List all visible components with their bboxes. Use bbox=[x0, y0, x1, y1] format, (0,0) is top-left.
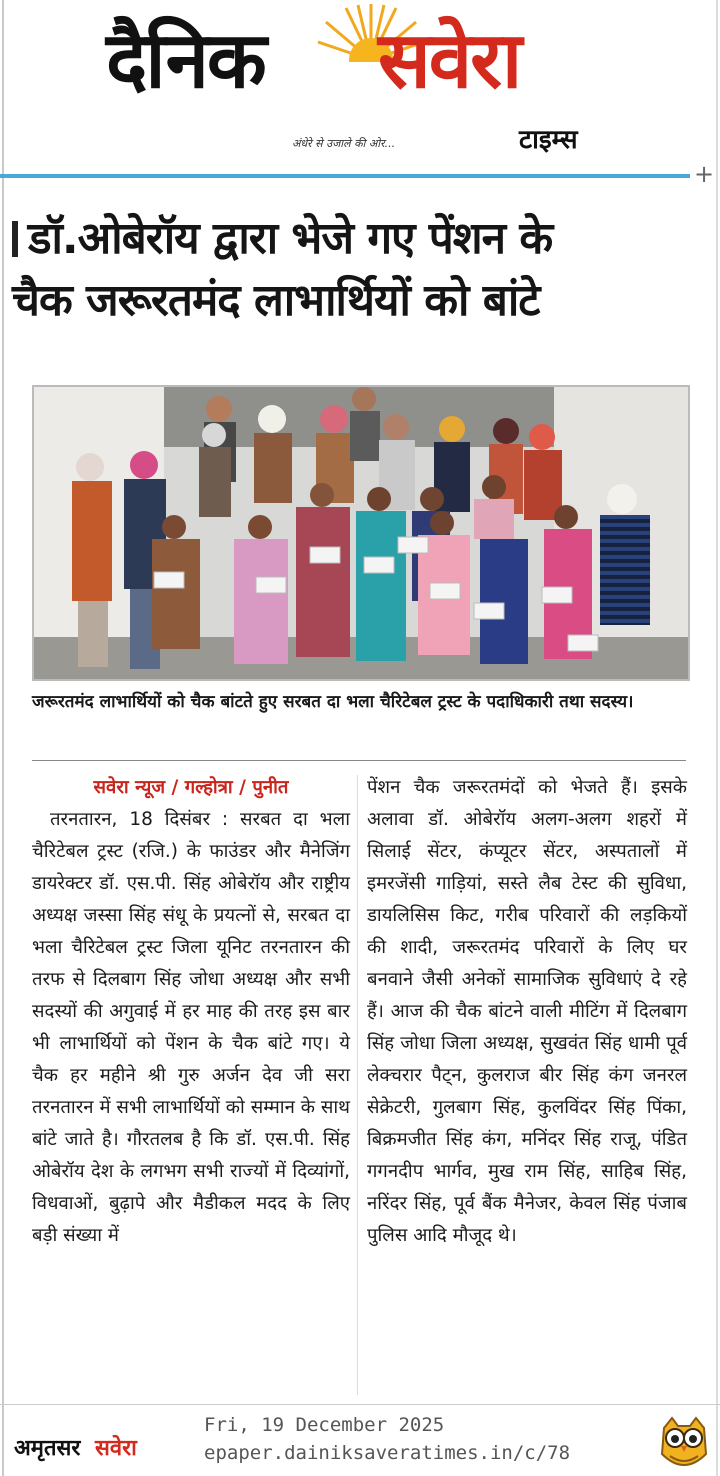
masthead-word-savera: सवेरा bbox=[378, 16, 521, 106]
article-paragraph-left: तरनतारन, 18 दिसंबर : सरबत दा भला चैरिटेबल ट्रस्ट (रजि.) के फाउंडर और मैनेजिंग डायरेक्टर डॉ. एस.पी. सिंह ओबेरॉय और राष्ट्रीय अध्यक्ष जस्सा सिंह संधू के प्रयत्नों से, सरबत दा भला चैरिटेबल ट्रस्ट जिला यूनिट तरनतारन की तरफ से दिलबाग सिंह जोधा अध्यक्ष और सभी सदस्यों की अगुवाई में हर माह की तरह इस बार भी लाभार्थियों को पेंशन के चैक बांटे गए। ये चैक हर महीने श्री गुरु अर्जन देव जी सरा तरनतारन में सभी लाभार्थियों को सम्मान के साथ बांटे जाते है। गौरतलब है कि डॉ. एस.पी. सिंह ओबेरॉय देश के लगभग सभी राज्यों में दिव्यांगों, विधवाओं, बुढ़ापे और मैडीकल मदद के लिए बड़ी संख्या में bbox=[32, 809, 350, 1246]
headline-bullet-icon bbox=[12, 221, 18, 257]
epaper-url[interactable]: epaper.dainiksaveratimes.in/c/78 bbox=[204, 1442, 571, 1464]
article-paragraph-right: पेंशन चैक जरूरतमंदों को भेजते हैं। इसके अलावा डॉ. ओबेरॉय अलग-अलग शहरों में सिलाई सेंटर, कंप्यूटर सेंटर, अस्पतालों में इमरजेंसी गाड़ियां, सस्ते लैब टेस्ट की सुविधा, डायलिसिस किट, गरीब परिवारों की लड़कियों की शादी, जरूरतमंद परिवारों के लिए घर बनवाने जैसी अनेकों सामाजिक सुविधाएं दे रहे हैं। आज की चैक बांटने वाली मीटिंग में दिलबाग सिंह जोधा जिला अध्यक्ष, सुखवंत सिंह धामी पूर्व लेक्चरार पैट्न, कुलराज बीर सिंह कंग जनरल सेक्रेटरी, गुलबाग सिंह, कुलविंदर सिंह पिंका, बिक्रमजीत सिंह कंग, मनिंदर सिंह राजू, पंडित गगनदीप भार्गव, मुख राम सिंह, साहिब सिंह, नरिंदर सिंह, पूर्व बैंक मैनेजर, केवल सिंह पंजाब पुलिस आदि मौजूद थे। bbox=[367, 777, 687, 1246]
masthead-word-times: टाइम्स bbox=[519, 125, 578, 155]
headline bbox=[12, 208, 702, 332]
headline-line-1: डॉ.ओबेरॉय द्वारा भेजे गए पेंशन के bbox=[12, 208, 702, 270]
article-byline: सवेरा न्यूज / गल्होत्रा / पुनीत bbox=[93, 777, 289, 798]
article-column-left bbox=[32, 772, 350, 1252]
masthead-tagline: अंधेरे से उजाले की ओर... bbox=[292, 137, 396, 150]
footer-rule bbox=[0, 1404, 720, 1405]
footer-logo-savera: सवेरा bbox=[95, 1436, 137, 1461]
page-edge-left bbox=[2, 0, 4, 1476]
caption-rule bbox=[32, 760, 686, 761]
edition-date: Fri, 19 December 2025 bbox=[204, 1414, 445, 1436]
column-divider bbox=[357, 775, 358, 1395]
headline-line-2: चैक जरूरतमंद लाभार्थियों को बांटे bbox=[12, 275, 540, 326]
group-photo-illustration bbox=[34, 387, 688, 679]
masthead bbox=[0, 0, 720, 175]
owl-mascot-icon bbox=[656, 1414, 712, 1472]
footer-logo-amritsar: अमृतसर bbox=[14, 1436, 81, 1461]
masthead-word-dainik: दैनिक bbox=[106, 16, 265, 106]
photo-caption: जरूरतमंद लाभार्थियों को चैक बांटते हुए सरबत दा भला चैरिटेबल ट्रस्ट के पदाधिकारी तथा सदस्य। bbox=[32, 692, 634, 712]
article-column-right bbox=[367, 772, 687, 1252]
news-photo bbox=[32, 385, 690, 681]
masthead-rule bbox=[0, 174, 690, 178]
page-edge-right bbox=[716, 0, 718, 1476]
crosshair-plus-icon: + bbox=[694, 160, 715, 188]
